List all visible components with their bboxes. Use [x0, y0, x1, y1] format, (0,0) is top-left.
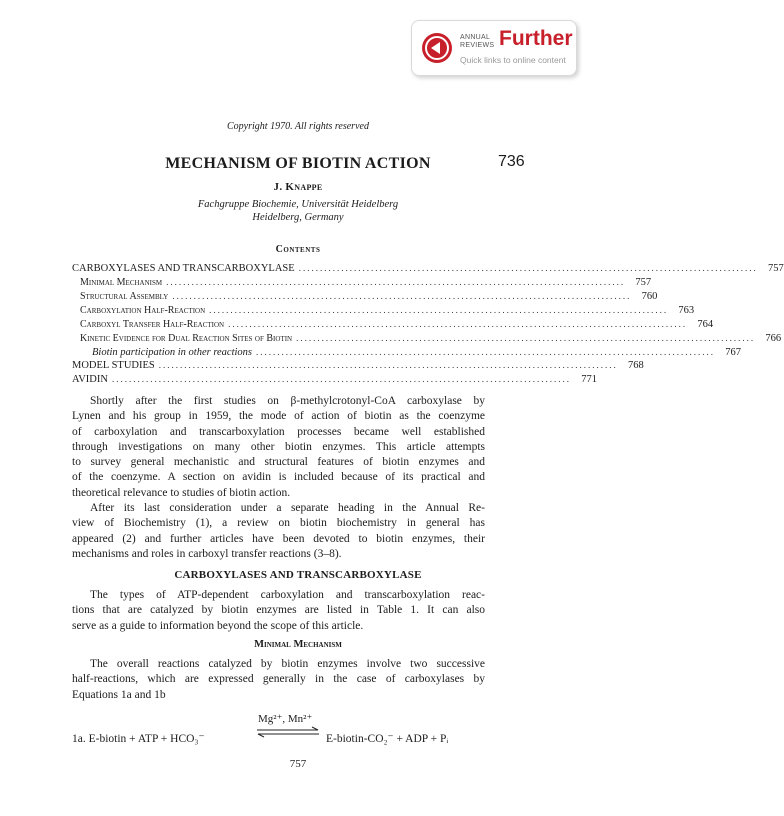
toc-item-avidin[interactable] [72, 374, 597, 387]
footer-page-number: 757 [289, 758, 307, 770]
overall-reactions-paragraph [72, 657, 485, 703]
toc-item-minimal-mechanism[interactable] [80, 277, 652, 290]
text-line: serve as a guide to information beyond the scope of this article. [72, 619, 364, 632]
text-line: appeared (2) and further articles have been devoted to biotin enzymes, their [72, 532, 485, 545]
annual-reviews-further-banner[interactable] [411, 20, 577, 76]
toc-leader: ............................................................................................................ [228, 319, 688, 329]
toc-label: Minimal Mechanism [80, 277, 163, 288]
text-line: of the coenzyme. A section on avidin is included because of its practical and [72, 471, 485, 484]
toc-leader: ............................................................................................................ [158, 360, 618, 370]
toc-page: 764 [697, 319, 714, 330]
equation-conditions: Mg²⁺, Mn²⁺ [258, 713, 313, 725]
quick-links-text[interactable]: Quick links to online content [460, 55, 566, 65]
text-line: of carboxylation and transcarboxylation processes became well established [72, 425, 485, 438]
toc-item-carboxylases[interactable] [72, 263, 784, 276]
author-name: J. Knappe [273, 181, 323, 193]
text-line: to survey general mechanistic and structural features of biotin enzymes and [72, 456, 485, 469]
text-line: Lynen and his group in 1959, the mode of action of biotin as the coenzyme [72, 410, 485, 423]
types-paragraph [72, 588, 485, 634]
toc-leader: ............................................................................................................ [209, 305, 669, 315]
text-line: The types of ATP-dependent carboxylation and transcarboxylation reac- [90, 589, 485, 601]
toc-leader: ............................................................................................................ [166, 277, 626, 287]
text-line: tions that are catalyzed by biotin enzymes are listed in Table 1. It can also [72, 604, 485, 617]
toc-page: 766 [765, 333, 782, 344]
toc-label: Carboxyl Transfer Half-Reaction [80, 319, 225, 330]
article-title: MECHANISM OF BIOTIN ACTION [165, 155, 431, 172]
toc-item-carboxylation-half-reaction[interactable] [80, 305, 695, 318]
toc-item-model-studies[interactable] [72, 360, 644, 373]
text-line: through investigations on many other biotin enzymes. This article attempts [72, 440, 485, 453]
copyright-line: Copyright 1970. All rights reserved [227, 121, 369, 132]
toc-page: 767 [725, 347, 742, 358]
toc-page: 771 [581, 374, 597, 385]
toc-page: 768 [627, 360, 644, 371]
toc-leader: ............................................................................................................ [172, 291, 632, 301]
intro-paragraph [72, 394, 485, 501]
text-line: Shortly after the first studies on β-methylcrotonyl-CoA carboxylase by [90, 395, 485, 407]
toc-page: 757 [635, 277, 652, 288]
text-line: mechanisms and roles in carboxyl transfer reactions (3–8). [72, 547, 342, 560]
toc-label: AVIDIN [72, 374, 108, 385]
toc-leader: ............................................................................................................ [256, 347, 716, 357]
text-line: Equations 1a and 1b [72, 688, 166, 701]
annual-word: ANNUAL [460, 34, 491, 41]
toc-label: CARBOXYLASES AND TRANSCARBOXYLASE [72, 263, 295, 274]
text-line: view of Biochemistry (1), a review on biotin biochemistry in general has [72, 517, 485, 530]
toc-label: MODEL STUDIES [72, 360, 155, 371]
text-line: After its last consideration under a separate heading in the Annual Re- [90, 502, 485, 514]
toc-item-biotin-participation[interactable] [92, 347, 742, 360]
text-line: theoretical relevance to studies of biotin action. [72, 486, 291, 499]
toc-leader: ............................................................................................................ [298, 263, 758, 273]
section-heading: CARBOXYLASES AND TRANSCARBOXYLASE [174, 569, 422, 581]
text-line: The overall reactions catalyzed by biotin enzymes involve two successive [90, 658, 485, 670]
contents-heading: Contents [275, 244, 321, 255]
toc-page: 763 [678, 305, 695, 316]
toc-page: 760 [641, 291, 658, 302]
toc-leader: ............................................................................................................ [111, 374, 571, 384]
page-code: 736 [498, 153, 525, 170]
back-arrow-icon [422, 33, 452, 63]
further-title: Further [499, 27, 573, 50]
reviews-word: REVIEWS [460, 42, 495, 49]
toc-item-structural-assembly[interactable] [80, 291, 658, 304]
toc-page: 757 [767, 263, 784, 274]
affiliation-line-2: Heidelberg, Germany [252, 212, 344, 223]
equilibrium-arrow-icon [256, 727, 320, 737]
toc-leader: ............................................................................................................ [296, 333, 756, 343]
affiliation-line-1: Fachgruppe Biochemie, Universität Heidelberg [197, 199, 399, 210]
text-line: half-reactions, which are expressed generally in the case of carboxylases by [72, 673, 485, 686]
equation-right-side: E-biotin-CO₂⁻ + ADP + Pᵢ [326, 733, 449, 745]
toc-item-carboxyl-transfer[interactable] [80, 319, 714, 332]
toc-label: Kinetic Evidence for Dual Reaction Sites of Biotin [80, 333, 293, 344]
subsection-heading: Minimal Mechanism [254, 639, 342, 650]
toc-label: Biotin participation in other reactions [92, 347, 253, 358]
review-history-paragraph [72, 501, 485, 562]
equation-left-side: 1a. E-biotin + ATP + HCO₃⁻ [72, 733, 205, 745]
toc-label: Structural Assembly [80, 291, 169, 302]
annual-reviews-logo-text [460, 34, 494, 50]
toc-label: Carboxylation Half-Reaction [80, 305, 206, 316]
toc-item-kinetic-evidence[interactable] [80, 333, 782, 346]
